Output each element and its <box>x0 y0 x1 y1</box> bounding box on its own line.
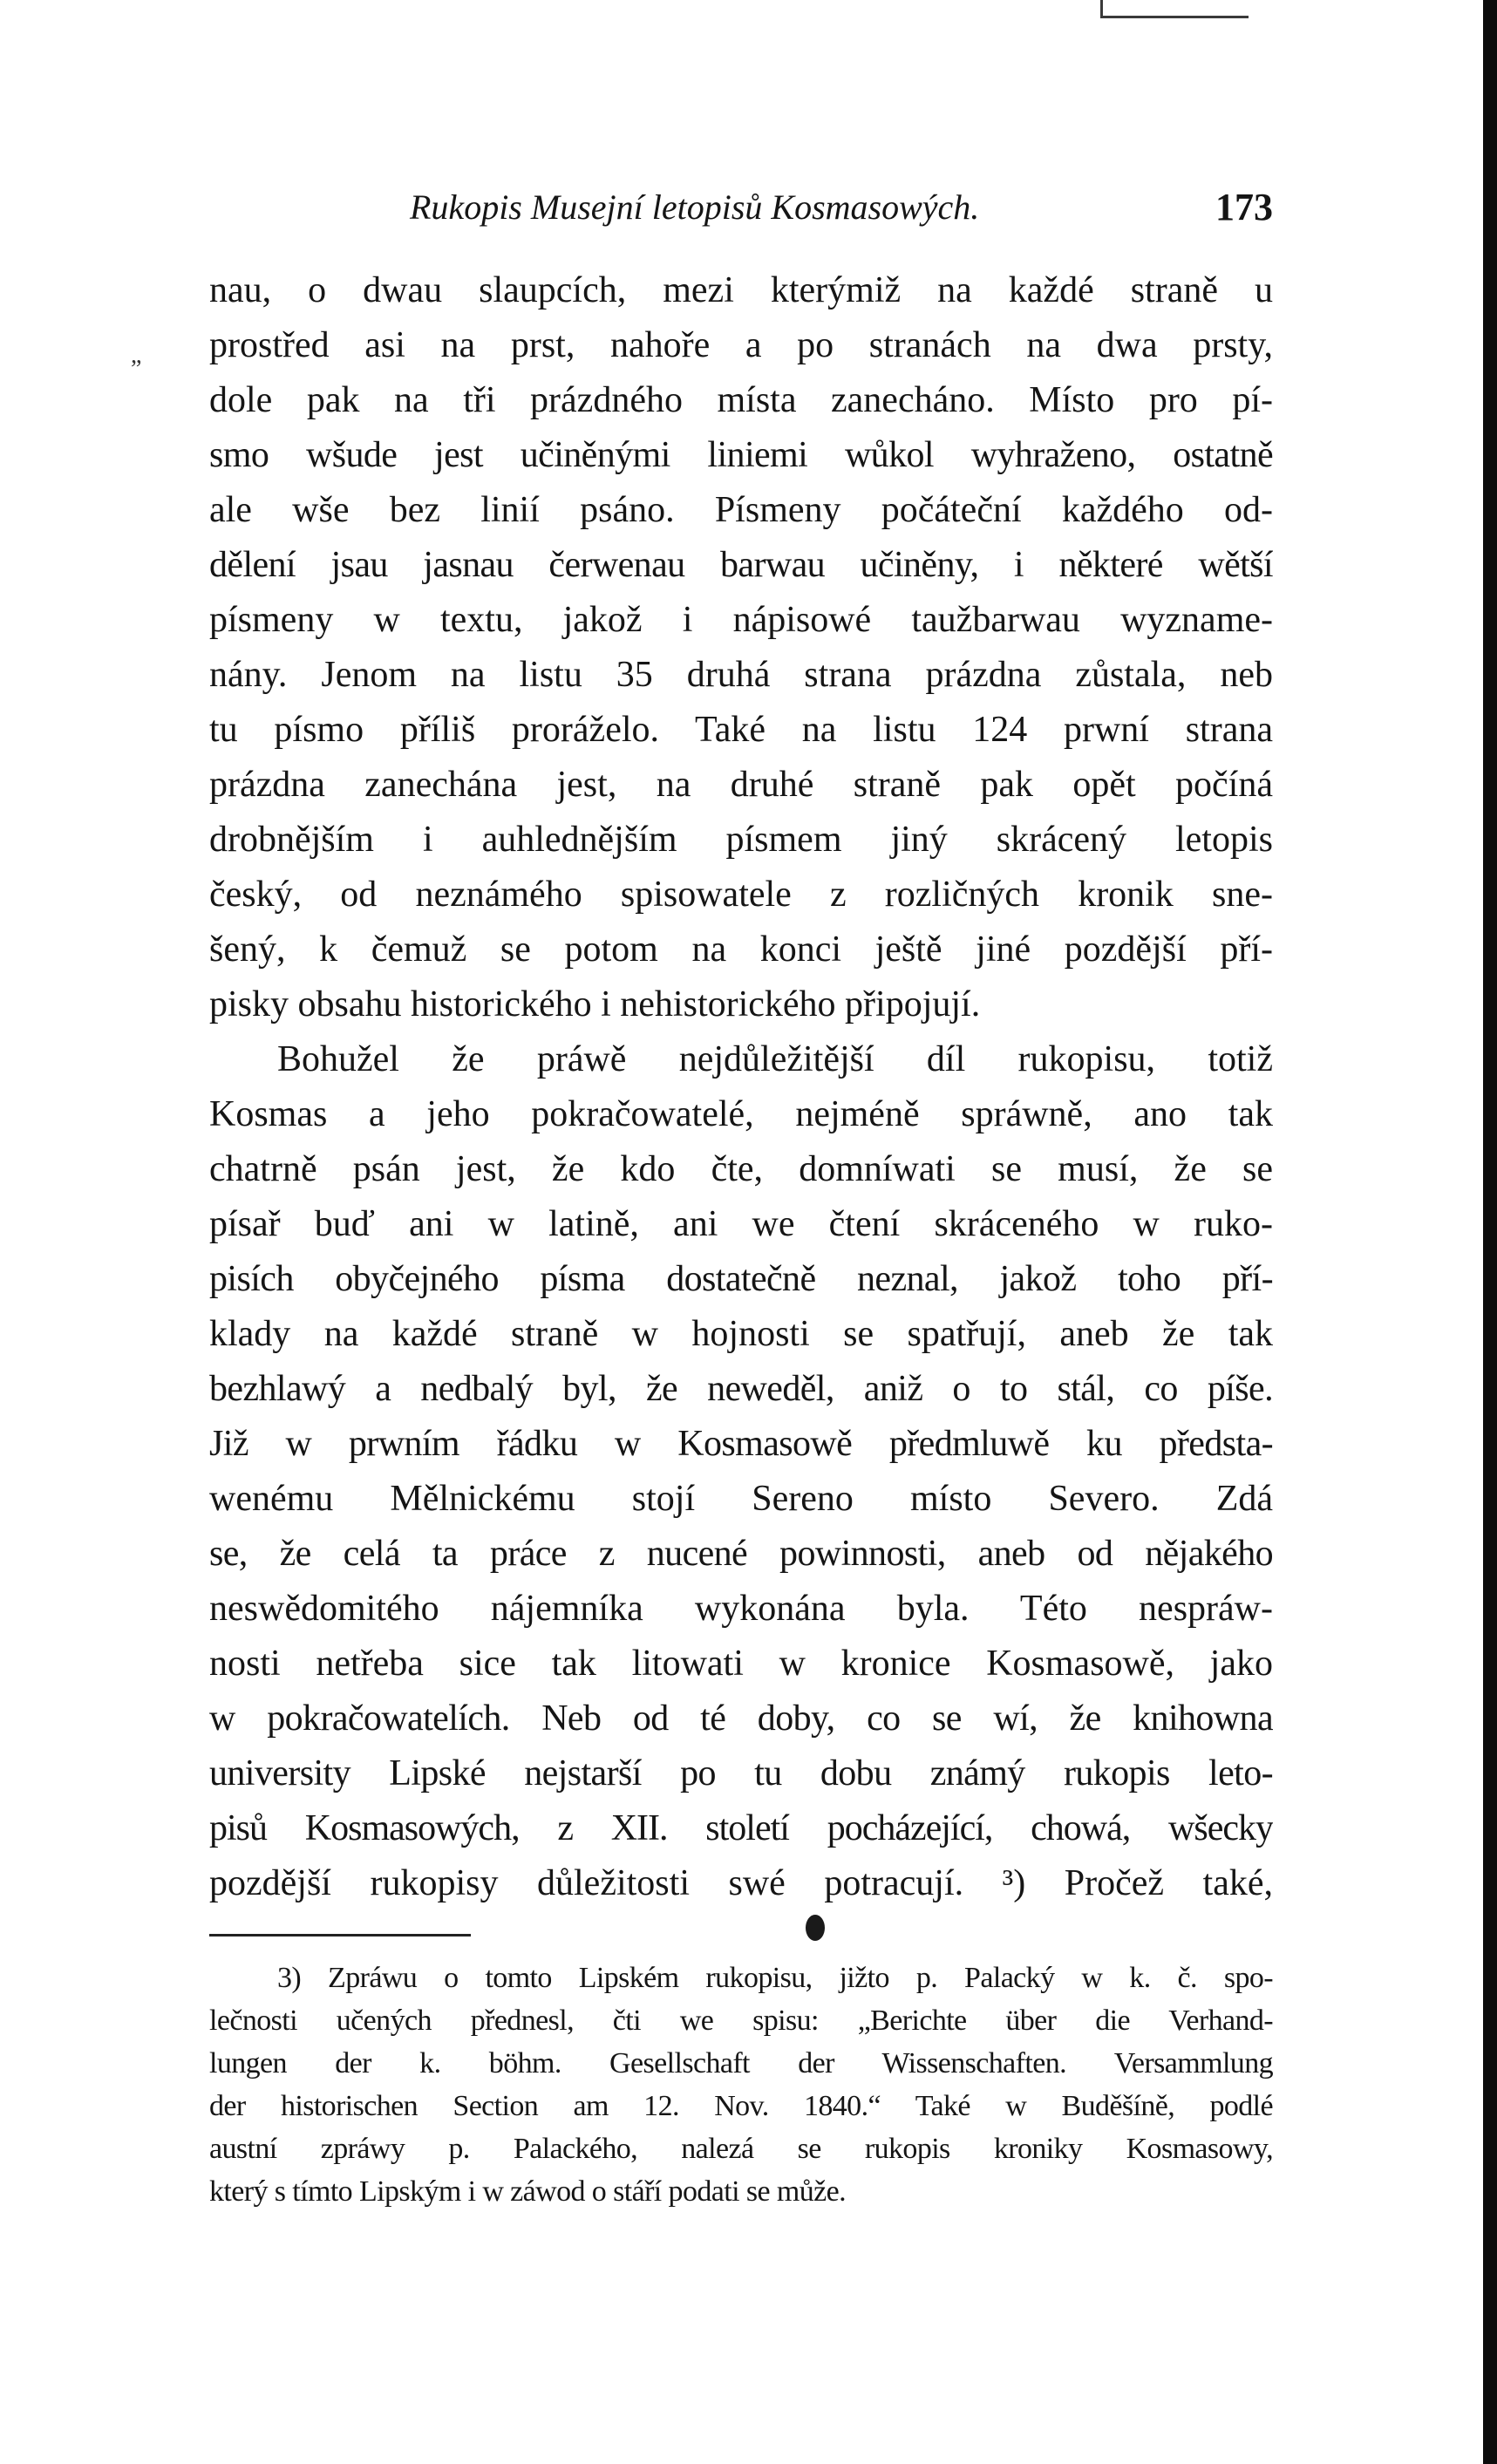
text-line: prostřed asi na prst, nahoře a po stranách na dwa prsty, <box>209 325 1273 365</box>
text-line: pozdější rukopisy důležitosti swé potracují. ³) Pročež také, <box>209 1863 1273 1903</box>
text-line: nány. Jenom na listu 35 druhá strana prázdna zůstala, neb <box>209 655 1273 695</box>
footnote-line: austní zpráwy p. Palackého, nalezá se rukopis kroniky Kosmasowy, <box>209 2133 1273 2165</box>
running-title: Rukopis Musejní letopisů Kosmasowých. <box>410 187 980 227</box>
text-line: drobnějším i auhlednějším písmem jiný skrácený letopis <box>209 820 1273 860</box>
text-line: prázdna zanechána jest, na druhé straně pak opět počíná <box>209 765 1273 805</box>
text-line: dělení jsau jasnau čerwenau barwau učiněny, i některé wětší <box>209 545 1273 585</box>
text-line: pisích obyčejného písma dostatečně neznal, jakož toho pří- <box>209 1259 1273 1299</box>
footnote-line: který s tímto Lipským i w záwod o stáří podati se může. <box>209 2175 846 2208</box>
text-line: pisů Kosmasowých, z XII. století pocházející, chowá, wšecky <box>209 1808 1273 1848</box>
text-line: Již w prwním řádku w Kosmasowě předmluwě ku předsta- <box>209 1424 1273 1464</box>
footnote-line: 3) Zpráwu o tomto Lipském rukopisu, jižto p. Palacký w k. č. spo- <box>277 1962 1273 1994</box>
scan-page-edge <box>1483 0 1497 2464</box>
scan-corner-mark <box>1100 0 1103 17</box>
text-line: se, že celá ta práce z nucené powinnosti, aneb od nějakého <box>209 1534 1273 1574</box>
text-line: písmeny w textu, jakož i nápisowé taužbarwau wyzname- <box>209 600 1273 640</box>
page-number: 173 <box>1215 186 1273 228</box>
text-line: Bohužel že práwě nejdůležitější díl rukopisu, totiž <box>277 1039 1273 1079</box>
text-line: tu písmo příliš proráželo. Také na listu 124 prwní strana <box>209 710 1273 750</box>
text-line: chatrně psán jest, že kdo čte, domníwati se musí, že se <box>209 1149 1273 1189</box>
text-line: university Lipské nejstarší po tu dobu známý rukopis leto- <box>209 1753 1273 1794</box>
text-line: nau, o dwau slaupcích, mezi kterýmiž na každé straně u <box>209 270 1273 310</box>
text-line: nosti netřeba sice tak litowati w kronice Kosmasowě, jako <box>209 1644 1273 1684</box>
footnotes <box>209 1957 1273 2213</box>
footnote-line: lečnosti učených přednesl, čti we spisu: „Berichte über die Verhand- <box>209 2005 1273 2037</box>
footnote-rule <box>209 1934 471 1936</box>
text-line: wenému Mělnickému stojí Sereno místo Severo. Zdá <box>209 1479 1273 1519</box>
ink-blot <box>806 1915 825 1941</box>
text-line: smo wšude jest učiněnými liniemi wůkol wyhraženo, ostatně <box>209 435 1273 475</box>
text-line: pisky obsahu historického i nehistorického připojují. <box>209 984 981 1024</box>
text-line: Kosmas a jeho pokračowatelé, nejméně spráwně, ano tak <box>209 1094 1273 1134</box>
footnote-line: der historischen Section am 12. Nov. 1840.“ Také w Buděšíně, podlé <box>209 2090 1273 2122</box>
text-line: bezhlawý a nedbalý byl, že neweděl, aniž o to stál, co píše. <box>209 1369 1273 1409</box>
margin-mark: „ <box>131 342 142 369</box>
running-head <box>209 181 1273 234</box>
scan-top-mark <box>1100 16 1249 18</box>
footnote-line: lungen der k. böhm. Gesellschaft der Wissenschaften. Versammlung <box>209 2047 1273 2079</box>
text-line: písař buď ani w latině, ani we čtení skráceného w ruko- <box>209 1204 1273 1244</box>
text-line: neswědomitého nájemníka wykonána byla. Této nespráw- <box>209 1589 1273 1629</box>
text-line: šený, k čemuž se potom na konci ještě jiné pozdější pří- <box>209 929 1273 970</box>
text-line: dole pak na tři prázdného místa zanecháno. Místo pro pí- <box>209 380 1273 420</box>
text-line: český, od neznámého spisowatele z rozličných kronik sne- <box>209 875 1273 915</box>
text-line: klady na každé straně w hojnosti se spatřují, aneb že tak <box>209 1314 1273 1354</box>
body-text <box>209 263 1273 1911</box>
text-line: w pokračowatelích. Neb od té doby, co se wí, že knihowna <box>209 1698 1273 1739</box>
text-line: ale wše bez linií psáno. Písmeny počáteční každého od- <box>209 490 1273 530</box>
